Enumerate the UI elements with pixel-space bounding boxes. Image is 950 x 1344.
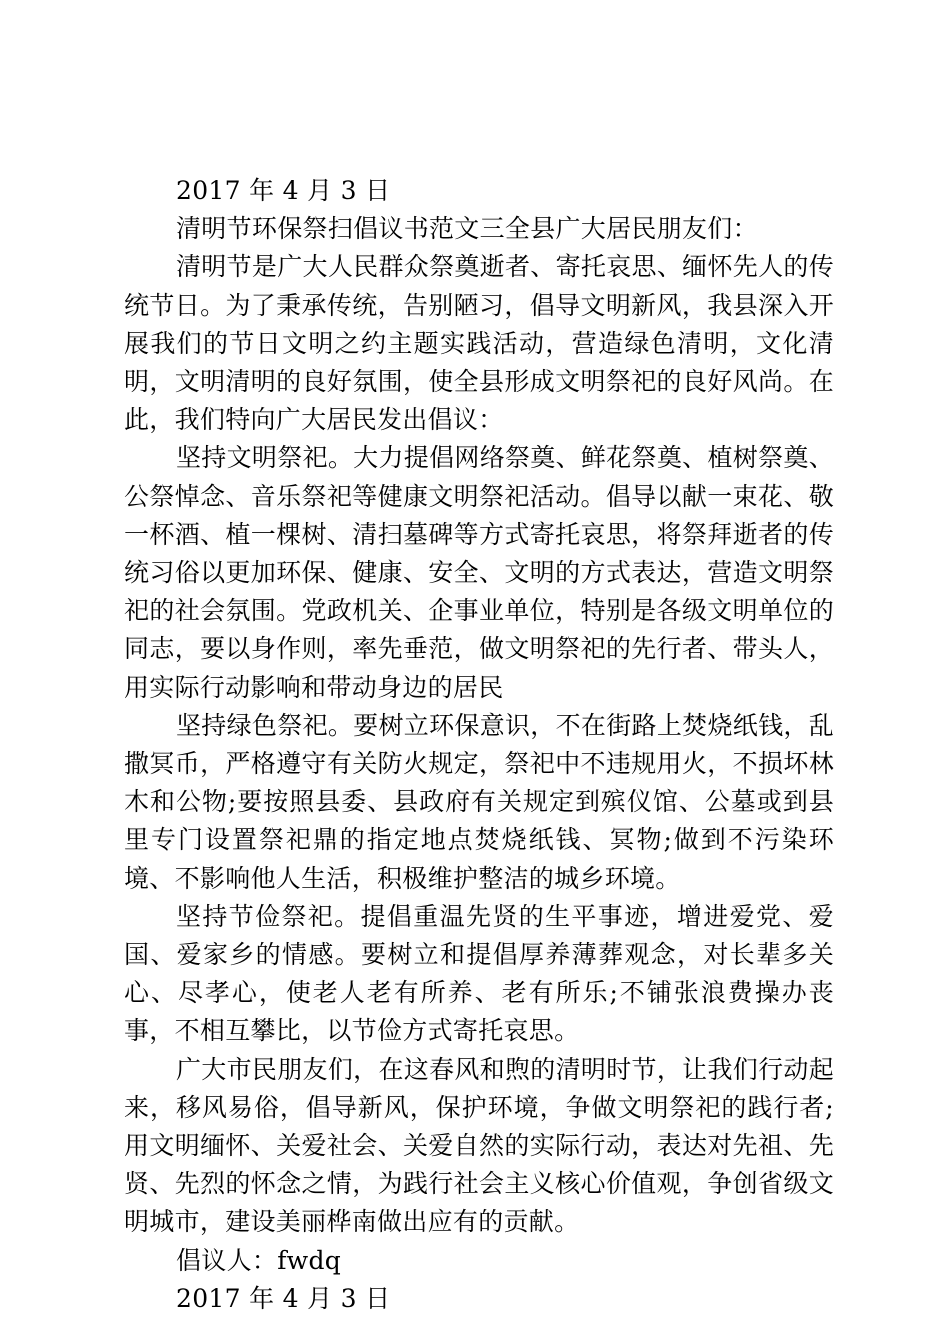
signer: 倡议人：fwdq [176,1245,342,1275]
document-title: 清明节环保祭扫倡议书范文三全县广大居民朋友们： [176,214,758,244]
paragraph-intro: 清明节是广大人民群众祭奠逝者、寄托哀思、缅怀先人的传统节日。为了秉承传统，告别陋习，倡导文明新风，我县深入开展我们的节日文明之约主题实践活动，营造绿色清明，文化清明，文明清明的良好氛围，使全县形成文明祭祀的良好风尚。在此，我们特向广大居民发出倡议： [124,252,834,435]
date-bottom: 2017 年 4 月 3 日 [176,1283,391,1313]
paragraph-frugal-sacrifice: 坚持节俭祭祀。提倡重温先贤的生平事迹，增进爱党、爱国、爱家乡的情感。要树立和提倡厚养薄葬观念，对长辈多关心、尽孝心，使老人老有所养、老有所乐;不铺张浪费操办丧事，不相互攀比，以节俭方式寄托哀思。 [124,901,834,1046]
document-body [124,172,834,1318]
paragraph-closing: 广大市民朋友们，在这春风和煦的清明时节，让我们行动起来，移风易俗，倡导新风，保护环境，争做文明祭祀的践行者;用文明缅怀、关爱社会、关爱自然的实际行动，表达对先祖、先贤、先烈的怀念之情，为践行社会主义核心价值观，争创省级文明城市，建设美丽桦南做出应有的贡献。 [124,1054,834,1237]
date-top: 2017 年 4 月 3 日 [176,176,391,205]
paragraph-green-sacrifice: 坚持绿色祭祀。要树立环保意识，不在街路上焚烧纸钱，乱撒冥币，严格遵守有关防火规定，祭祀中不违规用火，不损坏林木和公物;要按照县委、县政府有关规定到殡仪馆、公墓或到县里专门设置祭祀鼎的指定地点焚烧纸钱、冥物;做到不污染环境、不影响他人生活，积极维护整洁的城乡环境。 [124,710,834,893]
paragraph-civilized-sacrifice: 坚持文明祭祀。大力提倡网络祭奠、鲜花祭奠、植树祭奠、公祭悼念、音乐祭祀等健康文明祭祀活动。倡导以献一束花、敬一杯酒、植一棵树、清扫墓碑等方式寄托哀思，将祭拜逝者的传统习俗以更加环保、健康、安全、文明的方式表达，营造文明祭祀的社会氛围。党政机关、企事业单位，特别是各级文明单位的同志，要以身作则，率先垂范，做文明祭祀的先行者、带头人，用实际行动影响和带动身边的居民 [124,443,834,702]
